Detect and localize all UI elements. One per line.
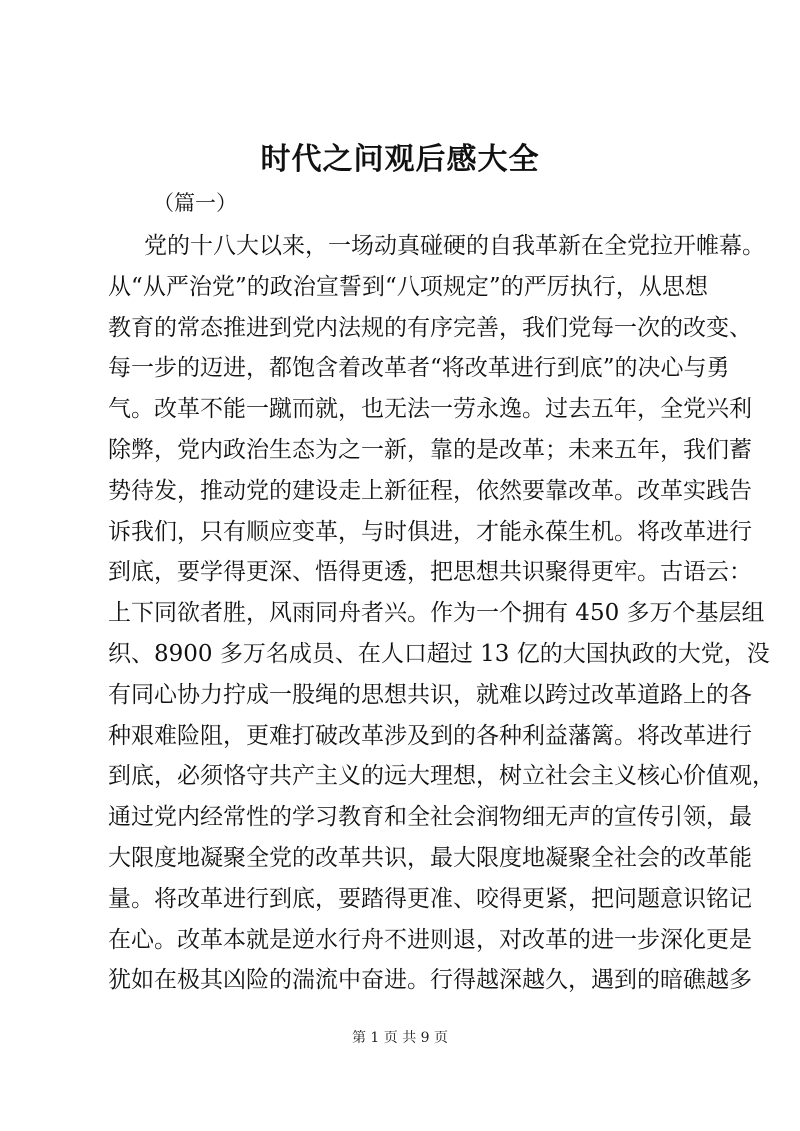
- text-line: 党的十八大以来，一场动真碰硬的自我革新在全党拉开帷幕。: [144, 233, 765, 259]
- text-line: 犹如在极其凶险的湍流中奋进。行得越深越久，遇到的暗礁越多: [108, 967, 752, 994]
- text-line: 种艰难险阻，更难打破改革涉及到的各种利益藩篱。将改革进行: [108, 722, 752, 749]
- text-line: 通过党内经常性的学习教育和全社会润物细无声的宣传引领，最: [108, 804, 752, 831]
- text-line: 从“从严治党”的政治宣誓到“八项规定”的严厉执行，从思想: [108, 273, 708, 300]
- document-title: 时代之问观后感大全: [260, 142, 540, 177]
- text-line: 量。将改革进行到底，要踏得更准、咬得更紧，把问题意识铭记: [108, 885, 752, 912]
- text-line: 到底，要学得更深、悟得更透，把思想共识聚得更牢。古语云：: [108, 559, 752, 586]
- text-line: 每一步的迈进，都饱含着改革者“将改革进行到底”的决心与勇: [108, 355, 730, 382]
- text-line: 到底，必须恪守共产主义的远大理想，树立社会主义核心价值观，: [108, 763, 775, 790]
- text-line: 在心。改革本就是逆水行舟不进则退，对改革的进一步深化更是: [108, 926, 752, 953]
- text-line: 除弊，党内政治生态为之一新，靠的是改革；未来五年，我们蓄: [108, 436, 752, 463]
- text-line: 上下同欲者胜，风雨同舟者兴。作为一个拥有 450 多万个基层组: [108, 600, 765, 627]
- text-line: 气。改革不能一蹴而就，也无法一劳永逸。过去五年，全党兴利: [108, 396, 752, 423]
- text-line: 教育的常态推进到党内法规的有序完善，我们党每一次的改变、: [108, 314, 752, 341]
- text-line: 诉我们，只有顺应变革，与时俱进，才能永葆生机。将改革进行: [108, 518, 752, 545]
- body-text: [108, 226, 775, 1001]
- text-line: 织、8900 多万名成员、在人口超过 13 亿的大国执政的大党，没: [108, 640, 770, 667]
- page-footer: 第 1 页 共 9 页: [351, 1030, 449, 1046]
- text-line: 势待发，推动党的建设走上新征程，依然要靠改革。改革实践告: [108, 477, 752, 504]
- text-line: 有同心协力拧成一股绳的思想共识，就难以跨过改革道路上的各: [108, 681, 752, 708]
- text-line: 大限度地凝聚全党的改革共识，最大限度地凝聚全社会的改革能: [108, 844, 752, 871]
- section-label: （篇一）: [153, 191, 237, 215]
